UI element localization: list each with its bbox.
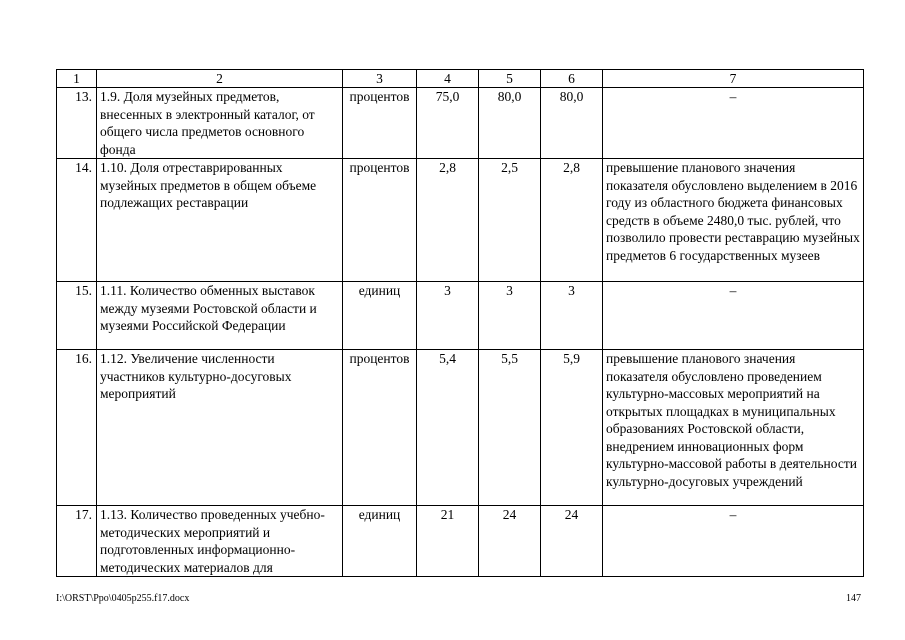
value-cell: 3 [479,282,541,350]
indicator-name: 1.9. Доля музейных предметов, внесенных в электронный каталог, от общего числа предметов основного фонда [97,88,343,159]
row-number: 16. [57,350,97,506]
value-cell: 5,4 [417,350,479,506]
column-header: 3 [343,70,417,88]
value-cell: 75,0 [417,88,479,159]
page-number: 147 [846,593,861,604]
value-cell: 24 [479,506,541,577]
column-header: 1 [57,70,97,88]
column-header: 2 [97,70,343,88]
note-cell: – [603,282,864,350]
indicator-name: 1.11. Количество обменных выставок между музеями Ростовской области и музеями Российской Федерации [97,282,343,350]
table-row [57,88,864,159]
row-number: 17. [57,506,97,577]
indicator-name: 1.13. Количество проведенных учебно-методических мероприятий и подготовленных информационно-методических материалов для [97,506,343,577]
unit-cell: процентов [343,159,417,282]
indicator-name: 1.12. Увеличение численности участников культурно-досуговых мероприятий [97,350,343,506]
value-cell: 3 [417,282,479,350]
note-cell: – [603,506,864,577]
value-cell: 80,0 [479,88,541,159]
indicators-table [56,69,864,577]
value-cell: 3 [541,282,603,350]
column-header: 5 [479,70,541,88]
value-cell: 5,9 [541,350,603,506]
note-cell: превышение планового значения показателя обусловлено выделением в 2016 году из областного бюджета финансовых средств в объеме 2480,0 тыс. рублей, что позволило провести реставрацию музейных предметов 6 государственных музеев [603,159,864,282]
unit-cell: единиц [343,506,417,577]
indicator-name: 1.10. Доля отреставрированных музейных предметов в общем объеме подлежащих реставрации [97,159,343,282]
value-cell: 2,8 [417,159,479,282]
note-cell: – [603,88,864,159]
footer-file-path: I:\ORST\Ppo\0405p255.f17.docx [56,593,190,604]
unit-cell: единиц [343,282,417,350]
value-cell: 2,5 [479,159,541,282]
column-header: 4 [417,70,479,88]
table-row [57,282,864,350]
column-header: 7 [603,70,864,88]
value-cell: 80,0 [541,88,603,159]
value-cell: 5,5 [479,350,541,506]
row-number: 14. [57,159,97,282]
note-cell: превышение планового значения показателя обусловлено проведением культурно-массовых мероприятий на открытых площадках в муниципальных образованиях Ростовской области, внедрением инновационных форм культурно-массовой работы в деятельности культурно-досуговых учреждений [603,350,864,506]
value-cell: 21 [417,506,479,577]
table-header-row [57,70,864,88]
value-cell: 2,8 [541,159,603,282]
table-row [57,350,864,506]
table-row [57,159,864,282]
unit-cell: процентов [343,88,417,159]
value-cell: 24 [541,506,603,577]
row-number: 15. [57,282,97,350]
row-number: 13. [57,88,97,159]
unit-cell: процентов [343,350,417,506]
table-row [57,506,864,577]
column-header: 6 [541,70,603,88]
